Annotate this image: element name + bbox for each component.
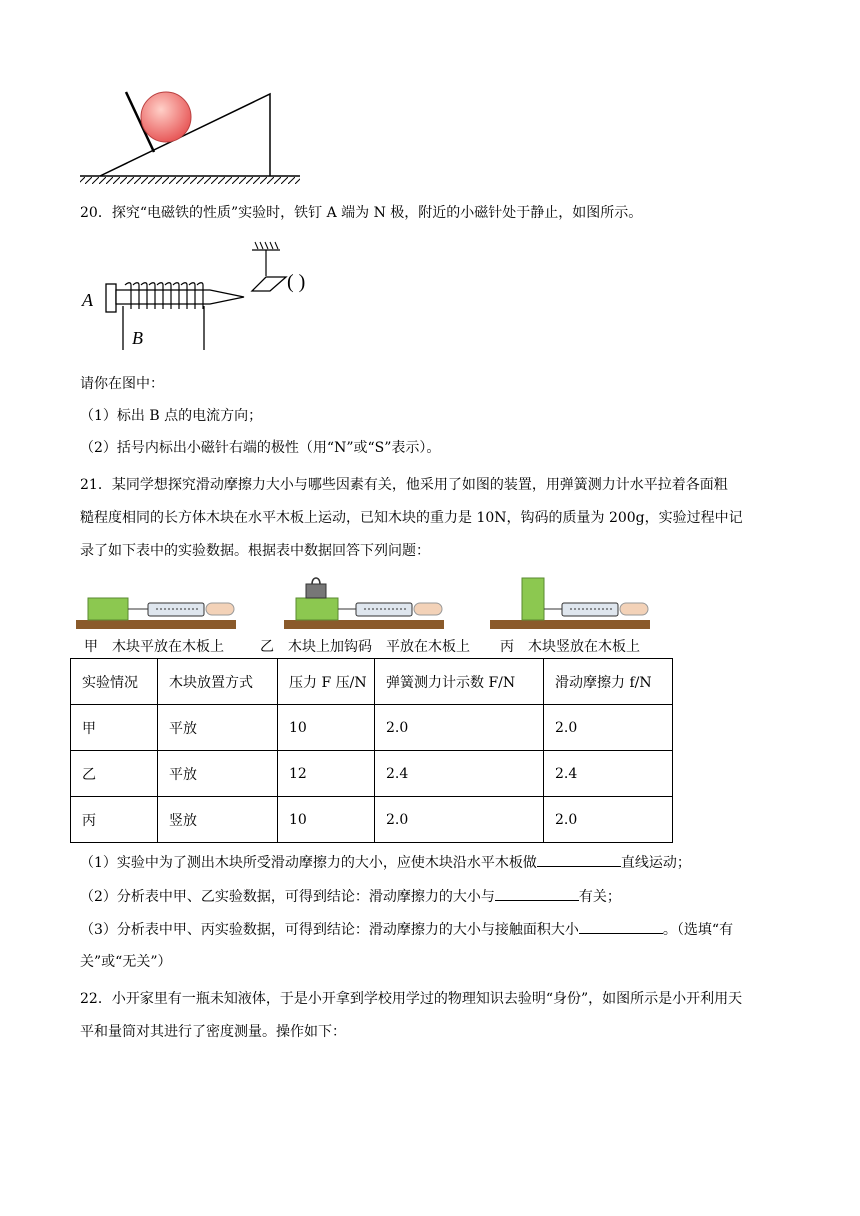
table-header: 压力 F 压/N bbox=[278, 659, 375, 705]
sphere-incline-figure bbox=[78, 86, 304, 188]
table-cell: 12 bbox=[278, 751, 375, 797]
q20-item-2: （2）括号内标出小磁针右端的极性（用“N”或“S”表示）。 bbox=[80, 440, 441, 456]
answer-blank[interactable] bbox=[537, 852, 621, 867]
caption-bing: 丙 木块竖放在木板上 bbox=[500, 639, 640, 655]
hand bbox=[206, 603, 234, 615]
q20-item-1: （1）标出 B 点的电流方向； bbox=[80, 408, 263, 424]
q21-sub-3-cont: 关”或“无关”） bbox=[80, 954, 172, 970]
table-header: 滑动摩擦力 f/N bbox=[544, 659, 673, 705]
answer-blank[interactable] bbox=[579, 919, 663, 934]
table-cell: 2.0 bbox=[375, 705, 544, 751]
q22-text-line-1: 22．小开家里有一瓶未知液体，于是小开拿到学校用学过的物理知识去验明“身份”，如图所示是小开利用天 bbox=[80, 991, 743, 1007]
q20-text: 20．探究“电磁铁的性质”实验时，铁钉 A 端为 N 极，附近的小磁针处于静止，如图所示。 bbox=[80, 205, 643, 221]
table-cell: 甲 bbox=[71, 705, 158, 751]
experiment-table bbox=[70, 658, 673, 843]
table-cell: 平放 bbox=[158, 751, 278, 797]
table-header: 弹簧测力计示数 F/N bbox=[375, 659, 544, 705]
wood-block bbox=[522, 578, 544, 620]
caption-jia: 甲 木块平放在木板上 bbox=[84, 639, 224, 655]
table-cell: 10 bbox=[278, 705, 375, 751]
table-cell: 2.4 bbox=[544, 751, 673, 797]
pole-bracket: ( ) bbox=[287, 271, 306, 293]
table-row bbox=[71, 705, 673, 751]
table-cell: 2.0 bbox=[375, 797, 544, 843]
table-cell: 2.0 bbox=[544, 797, 673, 843]
q21-text-line-1: 21．某同学想探究滑动摩擦力大小与哪些因素有关，他采用了如图的装置，用弹簧测力计水平拉着各面粗 bbox=[80, 477, 728, 493]
table-cell: 2.0 bbox=[544, 705, 673, 751]
table-cell: 丙 bbox=[71, 797, 158, 843]
table-header: 实验情况 bbox=[71, 659, 158, 705]
wood-board bbox=[284, 620, 444, 629]
friction-figure-jia bbox=[76, 588, 246, 632]
answer-blank[interactable] bbox=[495, 886, 579, 901]
q21-sub-1: （1）实验中为了测出木块所受滑动摩擦力的大小，应使木块沿水平木板做 直线运动； bbox=[80, 852, 691, 873]
table-cell: 平放 bbox=[158, 705, 278, 751]
wood-board bbox=[76, 620, 236, 629]
ground-hatching bbox=[80, 177, 300, 184]
hand bbox=[414, 603, 442, 615]
iron-nail bbox=[116, 290, 244, 304]
label-a: A bbox=[82, 290, 93, 310]
table-row bbox=[71, 751, 673, 797]
label-b: B bbox=[132, 328, 143, 348]
hand bbox=[620, 603, 648, 615]
q21-text-line-2: 糙程度相同的长方体木块在水平木板上运动，已知木块的重力是 10N，钩码的质量为 200g，实验过程中记 bbox=[80, 510, 743, 526]
table-cell: 10 bbox=[278, 797, 375, 843]
q20-prompt: 请你在图中： bbox=[80, 376, 164, 392]
friction-figure-yi bbox=[284, 570, 454, 632]
q21-text-line-3: 录了如下表中的实验数据。根据表中数据回答下列问题： bbox=[80, 543, 430, 559]
q21-sub-2: （2）分析表中甲、乙实验数据，可得到结论：滑动摩擦力的大小与 有关； bbox=[80, 886, 621, 907]
hook-weight bbox=[306, 584, 326, 598]
table-cell: 2.4 bbox=[375, 751, 544, 797]
wood-block bbox=[88, 598, 128, 620]
caption-yi: 乙 木块上加钩码 平放在木板上 bbox=[260, 639, 470, 655]
electromagnet-figure bbox=[80, 240, 350, 355]
compass-needle bbox=[252, 277, 286, 291]
wood-block bbox=[296, 598, 338, 620]
table-cell: 乙 bbox=[71, 751, 158, 797]
friction-figure-bing bbox=[490, 574, 660, 632]
q22-text-line-2: 平和量筒对其进行了密度测量。操作如下： bbox=[80, 1024, 346, 1040]
table-header: 木块放置方式 bbox=[158, 659, 278, 705]
ball bbox=[141, 92, 191, 142]
table-cell: 竖放 bbox=[158, 797, 278, 843]
table-header-row bbox=[71, 659, 673, 705]
table-row bbox=[71, 797, 673, 843]
q21-sub-3: （3）分析表中甲、丙实验数据，可得到结论：滑动摩擦力的大小与接触面积大小 。（选填“有 bbox=[80, 919, 733, 940]
wood-board bbox=[490, 620, 650, 629]
